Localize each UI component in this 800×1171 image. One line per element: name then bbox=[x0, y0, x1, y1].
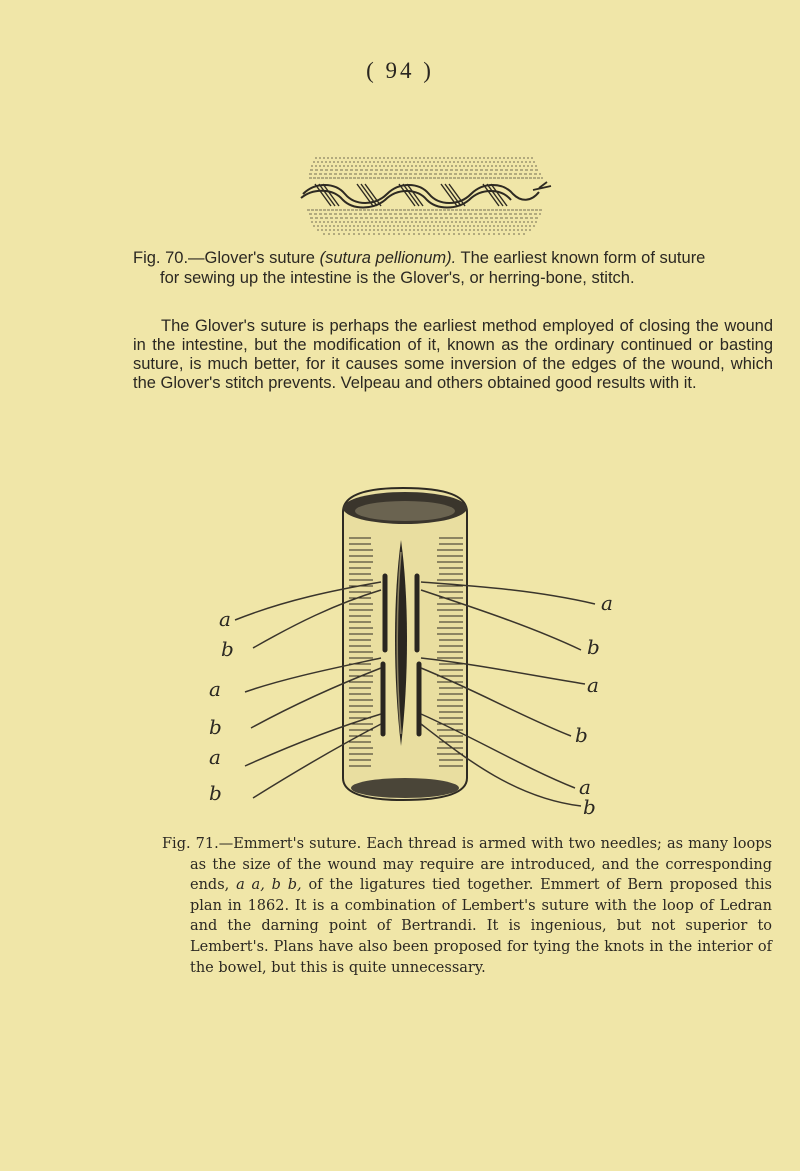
page-number: ( 94 ) bbox=[366, 58, 434, 83]
right-label-6: b bbox=[583, 795, 596, 819]
right-label-4: b bbox=[575, 723, 588, 747]
left-label-5: a bbox=[209, 745, 221, 769]
right-label-3: a bbox=[587, 673, 599, 697]
left-label-1: a bbox=[219, 607, 231, 631]
fig71-caption bbox=[162, 834, 772, 978]
fig70-caption bbox=[133, 248, 773, 288]
fig70-caption-line2: for sewing up the intestine is the Glover's, or herring-bone, stitch. bbox=[160, 269, 635, 287]
fig70-dash: — bbox=[188, 249, 205, 267]
fig71-text-after: of the ligatures tied together. Emmert of Bern proposed this plan in 1862. It is a combination of Lembert's suture with the loop of Ledran and the darning point of Bertrandi. It is ingenious, but not superior to Lembert's. Plans have also been proposed for tying the knots in the interior of the bowel, but this is quite unnecessary. bbox=[190, 877, 772, 976]
fig71-label: Fig. 71. bbox=[162, 836, 219, 852]
emmerts-suture-illustration bbox=[195, 478, 645, 823]
glovers-suture-illustration bbox=[295, 148, 555, 244]
left-label-3: a bbox=[209, 677, 221, 701]
right-label-1: a bbox=[601, 591, 613, 615]
left-label-6: b bbox=[209, 781, 222, 805]
right-label-5: a bbox=[579, 775, 591, 799]
left-label-2: b bbox=[221, 637, 234, 661]
glovers-suture-paragraph: The Glover's suture is perhaps the earliest method employed of closing the wound in the intestine, but the modification of it, known as the ordinary continued or basting suture, is much better, for it causes some inversion of the edges of the wound, which the Glover's stitch prevents. Velpeau and others obtained good results with it. bbox=[133, 316, 773, 392]
fig71-left-labels bbox=[209, 607, 234, 805]
fig70-rest: The earliest known form of suture bbox=[456, 249, 706, 267]
right-label-2: b bbox=[587, 635, 600, 659]
fig71-text-before: —Emmert's suture. Each thread is armed with two needles; as many loops as the size of the wound may require are introduced, and the corresponding ends, bbox=[190, 836, 772, 894]
fig71-right-labels bbox=[575, 591, 613, 819]
fig70-latin: (sutura pellionum). bbox=[319, 249, 457, 267]
fig70-title: Glover's suture bbox=[204, 249, 315, 267]
fig71-ends: a a, b b, bbox=[236, 877, 302, 894]
left-label-4: b bbox=[209, 715, 222, 739]
fig70-label: Fig. 70. bbox=[133, 249, 189, 267]
